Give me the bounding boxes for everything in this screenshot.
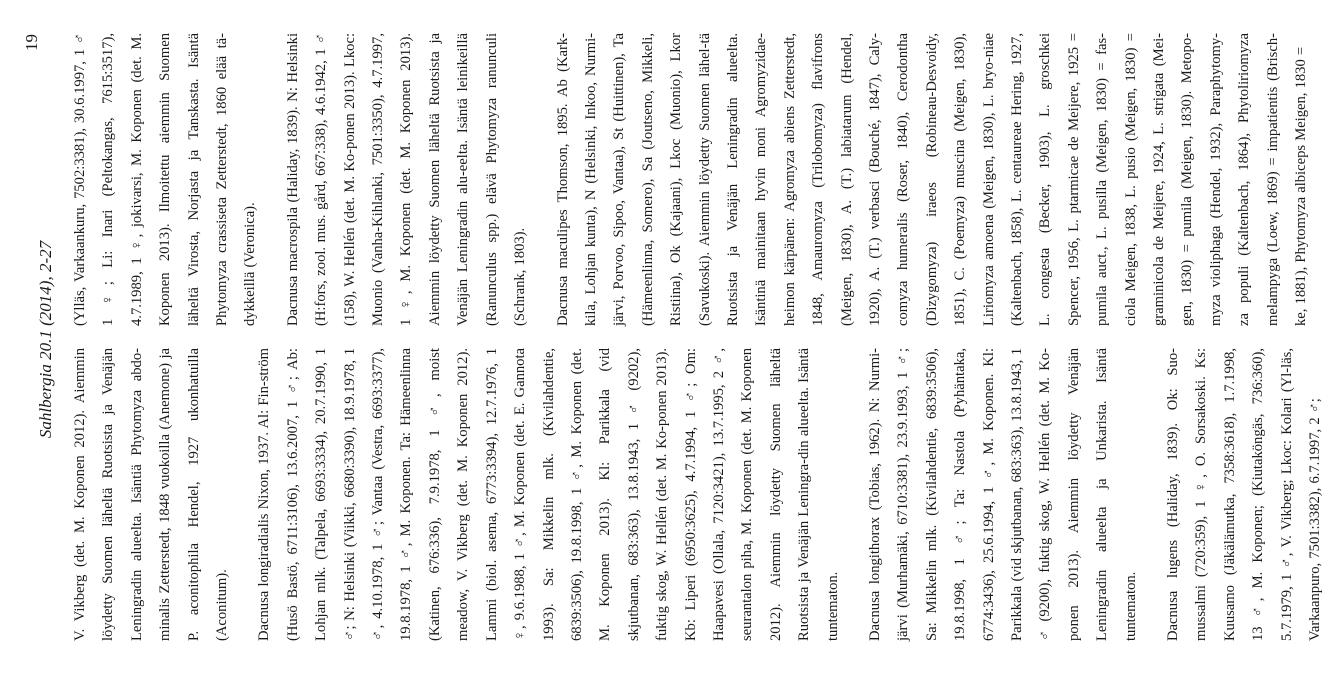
paragraph-text: (Ylläs, Varkaankuru, 7502:3381), 30.6.1997, 1 ♂ 1 ♀; Li: Inari (Peltokangas, 7615:3517), 4.7.1989, 1 ♀, jokivarsi, M. Koponen (det. M. Koponen 2013). Ilmoitettu aiemmin Suomen läheltä Virosta, Norjasta ja Tanskasta. Isäntä Phytomyza crassiseta Zetterstedt, 1860 elää tä-dykkeillä (Veronica).	[72, 33, 259, 326]
paragraph-text: V. Vikberg (det. M. Koponen 2012). Aiemmin löydetty Suomen läheltä Ruotsista ja Venäjän Leningradin alueelta. Isäntiä Phytomyza abdo-minalis Zetterstedt, 1848 vuokoilla (Anemone) ja P. aconitophila Hendel, 1927 ukonhatuilla (Aconitum).	[72, 348, 231, 641]
species-entry-dacnusa-lugens	[1159, 348, 1329, 641]
species-entry-dacnusa-macrospila	[279, 33, 535, 326]
species-entry-dacnusa-longithorax	[861, 348, 1145, 641]
paragraph-text: Dacnusa lugens (Haliday, 1839). Ok: Suo-mussalmi (720:359), 1 ♀, O. Sorsakoski. Ks: Kuusamo (Jäkälämutka, 7358:3618), 1.7.1998, 13 ♂, M. Koponen; (Kiutaköngäs, 736:360), 5.7.1979, 1 ♂, V. Vikberg; Lkoc: Kolari (Yl-läs, Varkaanpuro, 7501:3382), 6.7.1997, 2 ♂;	[1165, 348, 1324, 641]
paragraph-text: Dacnusa macrospila (Haliday, 1839). N: Helsinki (H:fors, zool. mus. gård, 667:338), 4.6.1942, 1 ♂ (158), W. Hellén (det. M. Ko-ponen 2013). Lkoc: Muonio (Vanha-Kihlanki, 7501:3350), 4.7.1997, 1 ♀, M. Koponen (det. M. Koponen 2013). Aiemmin löydetty Suomen läheltä Ruotsista ja Venäjän Leningradin alu-eelta. Isäntä leinikeillä (Ranunculus spp.) elävä Phytomyza ranunculi (Schrank, 1803).	[284, 33, 529, 326]
paragraph-text: Dacnusa longithorax (Tobias, 1962). N: Nurmi-järvi (Murhamäki, 6710:3381), 23.9.1993, 1 ♂; Sa: Mikkelin mlk. (Kivilahdentie, 6839:3506), 19.8.1998, 1 ♂; Ta: Nastola (Pyhäntaka, 6774:3436), 25.6.1994, 1 ♂, M. Koponen. Kl: Parikkala (vid skjutbanan, 683:363), 13.8.1943, 1 ♂ (9200), fuktig skog, W. Hellén (det. M. Ko-ponen 2013). Aiemmin löydetty Venäjän Leningradin alueelta ja Unkarista. Isäntä tuntematon.	[866, 348, 1139, 641]
text-columns	[66, 33, 1324, 641]
continued-paragraph	[66, 348, 236, 641]
page-number: 19	[22, 34, 41, 51]
paragraph-text: Dacnusa longiradialis Nixon, 1937. Al: Fin-ström (Husö Bastö, 6711:3106), 13.6.2007, 1 ♂; Ab: Lohjan mlk. (Talpela, 6693:3334), 20.7.1990, 1 ♂; N: Helsinki (Viikki, 6680:3390), 18.9.1978, 1 ♂, 4.10.1978, 1 ♂; Vantaa (Vestra, 6693:3377), 19.8.1978, 1 ♂, M. Koponen. Ta: Hämeenlinna (Katinen, 676:336), 7.9.1978, 1 ♂, moist meadow, V. Vikberg (det. M. Koponen 2012). Lammi (biol. asema, 6773:3394), 12.7.1976, 1 ♀, 9.6.1988, 1 ♂, M. Koponen (det. E. Gannota 1993). Sa: Mikkelin mlk. (Kivilahdentie, 6839:3506), 19.8.1998, 1 ♂, M. Koponen (det. M. Koponen 2013). Kl: Parikkala (vid skjutbanan, 683:363), 13.8.1943, 1 ♂ (9202), fuktig skog, W. Hellén (det. M. Ko-ponen 2013). Kb: Liperi (6950:3625), 4.7.1994, 1 ♂; Om: Haapavesi (Ollala, 7120:3421), 13.7.1995, 2 ♂, seurantalon piha, M. Koponen (det. M. Koponen 2012). Aiemmin löydetty Suomen läheltä Ruotsista ja Venäjän Leningra-din alueelta. Isäntä tuntematon.	[256, 348, 841, 641]
continued-paragraph	[66, 33, 265, 326]
running-head	[8, 0, 68, 679]
species-entry-dacnusa-longiradialis	[250, 348, 847, 641]
left-column	[66, 348, 1324, 641]
journal-citation: Sahlbergia 20.1 (2014), 2-27	[36, 240, 55, 439]
right-column	[66, 33, 1310, 326]
species-entry-dacnusa-maculipes	[549, 33, 1316, 326]
paragraph-text: Dacnusa maculipes Thomson, 1895. Ab (Kark-kila, Lohjan kunta), N (Helsinki, Inkoo, Nurmi-järvi, Porvoo, Sipoo, Vantaa), St (Huittinen), Ta (Hämeenlinna, Somero), Sa (Joutseno, Mikkeli, Ristiina), Ok (Kajaani), Lkoc (Muonio), Lkor (Savukoski). Aiemmin löydetty Suomen lähel-tä Ruotsista ja Venäjän Leningradin alueelta. Isäntinä mainitaan hyvin moni Agromyzidae-heimon kärpänen: Agromyza abiens Zetterstedt, 1848, Amauromyza (Trilobomyza) flavifrons (Meigen, 1830), A. (T.) labiatarum (Hendel, 1920), A. (T.) verbasci (Bouché, 1847), Caly-comyza humeralis (Roser, 1840), Cerodontha (Dizygomyza) iraeos (Robineau-Desvoidy, 1851), C. (Poemyza) muscina (Meigen, 1830), Liriomyza amoena (Meigen, 1830), L. bryo-niae (Kaltenbach, 1858), L. centaureae Hering, 1927, L. congesta (Becker, 1903), L. groschkei Spencer, 1956, L. ptarmicae de Meijere, 1925 = pumila auct., L. pusilla (Meigen, 1830) = fas-ciola Meigen, 1838, L. pusio (Meigen, 1830) = graminicola de Meijere, 1924, L. strigata (Mei-gen, 1830) = pumila (Meigen, 1830). Metopo-myza violiphaga (Hendel, 1932), Paraphytomy-za populi (Kaltenbach, 1864), Phytoliriomyza melampyga (Loew, 1869) = impatientis (Brisch-ke, 1881), Phytomyza albiceps Meigen, 1830 =	[554, 33, 1310, 326]
